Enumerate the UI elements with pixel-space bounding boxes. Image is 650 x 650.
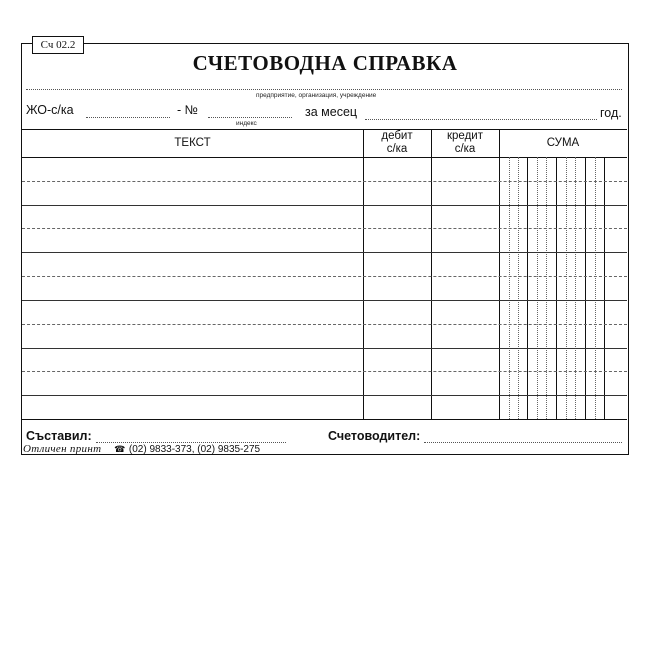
table-row-line <box>22 228 627 229</box>
column-header-credit <box>431 130 499 156</box>
column-header-sum: СУМА <box>546 137 580 149</box>
accountant-label: Счетоводител: <box>328 429 421 443</box>
sum-subcolumn <box>556 157 557 419</box>
debit-header-line1: дебит <box>381 130 413 142</box>
accounting-form <box>21 39 629 455</box>
year-label: год. <box>600 106 622 120</box>
index-hint: индекс <box>236 120 257 127</box>
table-row-line <box>22 324 627 325</box>
sum-subcolumn <box>509 157 510 419</box>
enterprise-hint: предприятие, организация, учреждение <box>256 92 377 99</box>
table-row-line <box>22 395 627 396</box>
table-row-line <box>22 371 627 372</box>
column-header-debit <box>363 130 431 156</box>
debit-header-line2: с/ка <box>386 143 408 155</box>
publisher-phones: (02) 9833-373, (02) 9835-275 <box>128 444 261 455</box>
accountant-field[interactable] <box>424 442 622 443</box>
sum-subcolumn <box>575 157 576 419</box>
publisher-info <box>23 442 260 456</box>
form-title: СЧЕТОВОДНА СПРАВКА <box>192 51 458 75</box>
journal-label: ЖО-с/ка <box>26 103 74 117</box>
sum-subcolumn <box>527 157 528 419</box>
entries-table <box>22 129 627 419</box>
table-row-line <box>22 348 627 349</box>
form-code: Сч 02.2 <box>32 36 84 54</box>
column-divider-credit <box>499 129 500 419</box>
sum-subcolumn <box>585 157 586 419</box>
sum-subcolumn <box>566 157 567 419</box>
sum-subcolumn <box>537 157 538 419</box>
table-row-line <box>22 300 627 301</box>
compiled-by-label: Съставил: <box>26 429 92 443</box>
publisher-brand: Отличен принт <box>23 443 102 455</box>
sum-subcolumn <box>518 157 519 419</box>
number-field[interactable] <box>208 117 292 118</box>
credit-header-line2: с/ка <box>454 143 476 155</box>
enterprise-field[interactable] <box>26 89 622 90</box>
month-label: за месец <box>305 105 358 119</box>
telephone-icon: ☎ <box>114 444 126 454</box>
column-header-text: ТЕКСТ <box>174 137 211 149</box>
table-bottom-border <box>22 419 627 420</box>
journal-field[interactable] <box>86 117 170 118</box>
month-field[interactable] <box>365 119 597 120</box>
column-divider-text <box>363 129 364 419</box>
table-row-line <box>22 205 627 206</box>
table-top-border <box>22 129 627 130</box>
credit-header-line1: кредит <box>447 130 483 142</box>
sum-subcolumn <box>546 157 547 419</box>
number-label: - № <box>177 103 199 117</box>
table-row-line <box>22 276 627 277</box>
sum-subcolumn <box>604 157 605 419</box>
table-row-line <box>22 181 627 182</box>
column-divider-debit <box>431 129 432 419</box>
sum-subcolumn <box>595 157 596 419</box>
table-row-line <box>22 252 627 253</box>
